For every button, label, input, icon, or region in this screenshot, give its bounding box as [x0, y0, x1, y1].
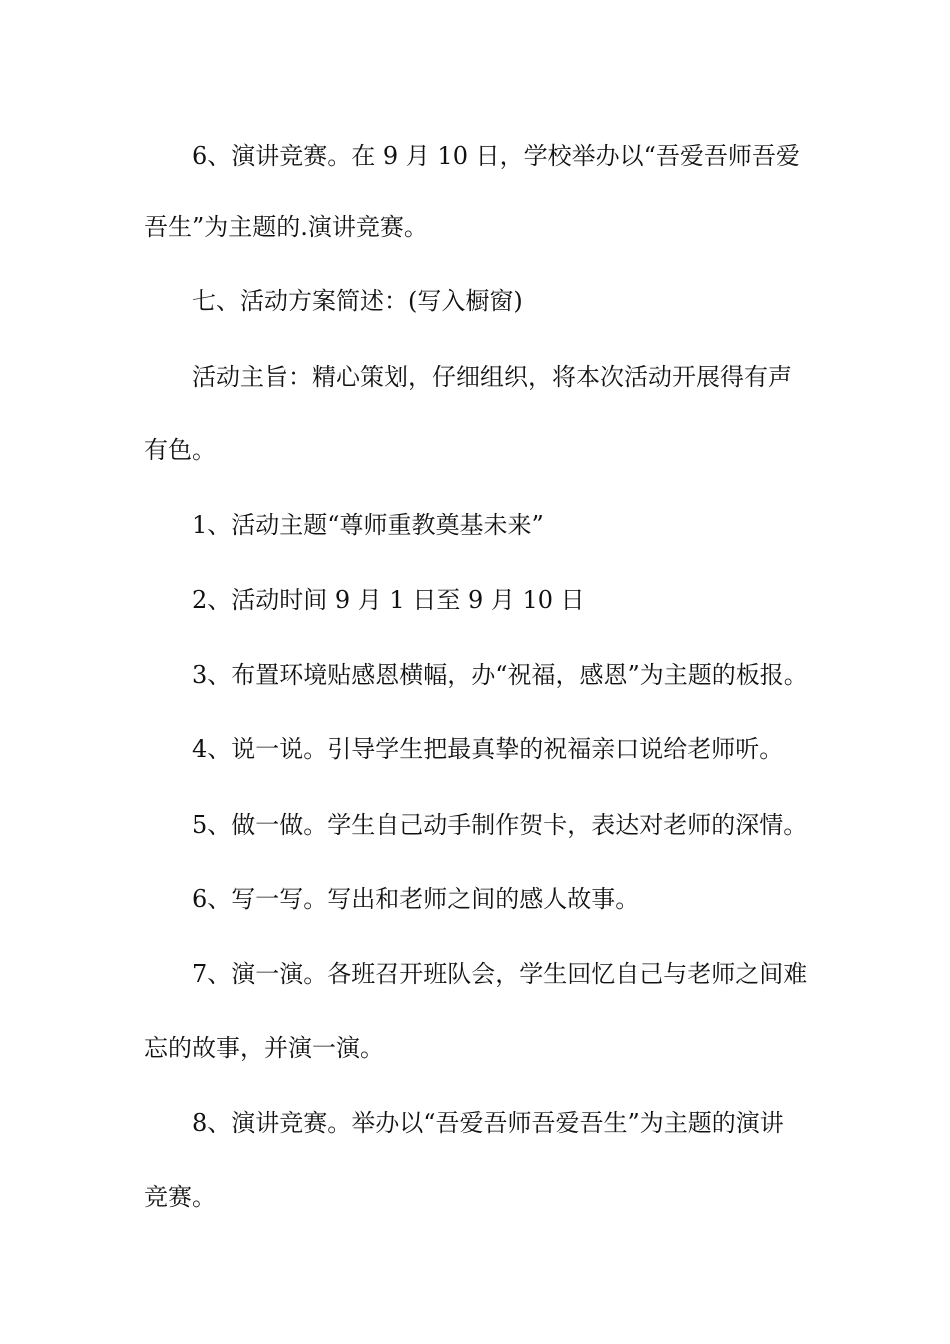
list-item: 4、说一说。引导学生把最真挚的祝福亲口说给老师听。	[192, 735, 784, 763]
list-item: 7、演一演。各班召开班队会，学生回忆自己与老师之间难	[192, 960, 808, 988]
paragraph-line: 吾生”为主题的.演讲竞赛。	[144, 213, 428, 241]
paragraph-line: 活动主旨：精心策划，仔细组织，将本次活动开展得有声	[192, 363, 792, 391]
paragraph-line: 竞赛。	[144, 1183, 216, 1211]
paragraph-line: 6、演讲竞赛。在 9 月 10 日，学校举办以“吾爱吾师吾爱	[192, 142, 800, 170]
section-heading: 七、活动方案简述：(写入橱窗)	[192, 287, 523, 315]
list-item: 3、布置环境贴感恩横幅，办“祝福，感恩”为主题的板报。	[192, 661, 808, 689]
list-item: 5、做一做。学生自己动手制作贺卡，表达对老师的深情。	[192, 811, 808, 839]
list-item: 2、活动时间 9 月 1 日至 9 月 10 日	[192, 586, 585, 614]
paragraph-line: 忘的故事，并演一演。	[144, 1034, 384, 1062]
paragraph-line: 有色。	[144, 436, 216, 464]
list-item: 1、活动主题“尊师重教奠基未来”	[192, 511, 544, 539]
list-item: 8、演讲竞赛。举办以“吾爱吾师吾爱吾生”为主题的演讲	[192, 1109, 784, 1137]
list-item: 6、写一写。写出和老师之间的感人故事。	[192, 885, 640, 913]
